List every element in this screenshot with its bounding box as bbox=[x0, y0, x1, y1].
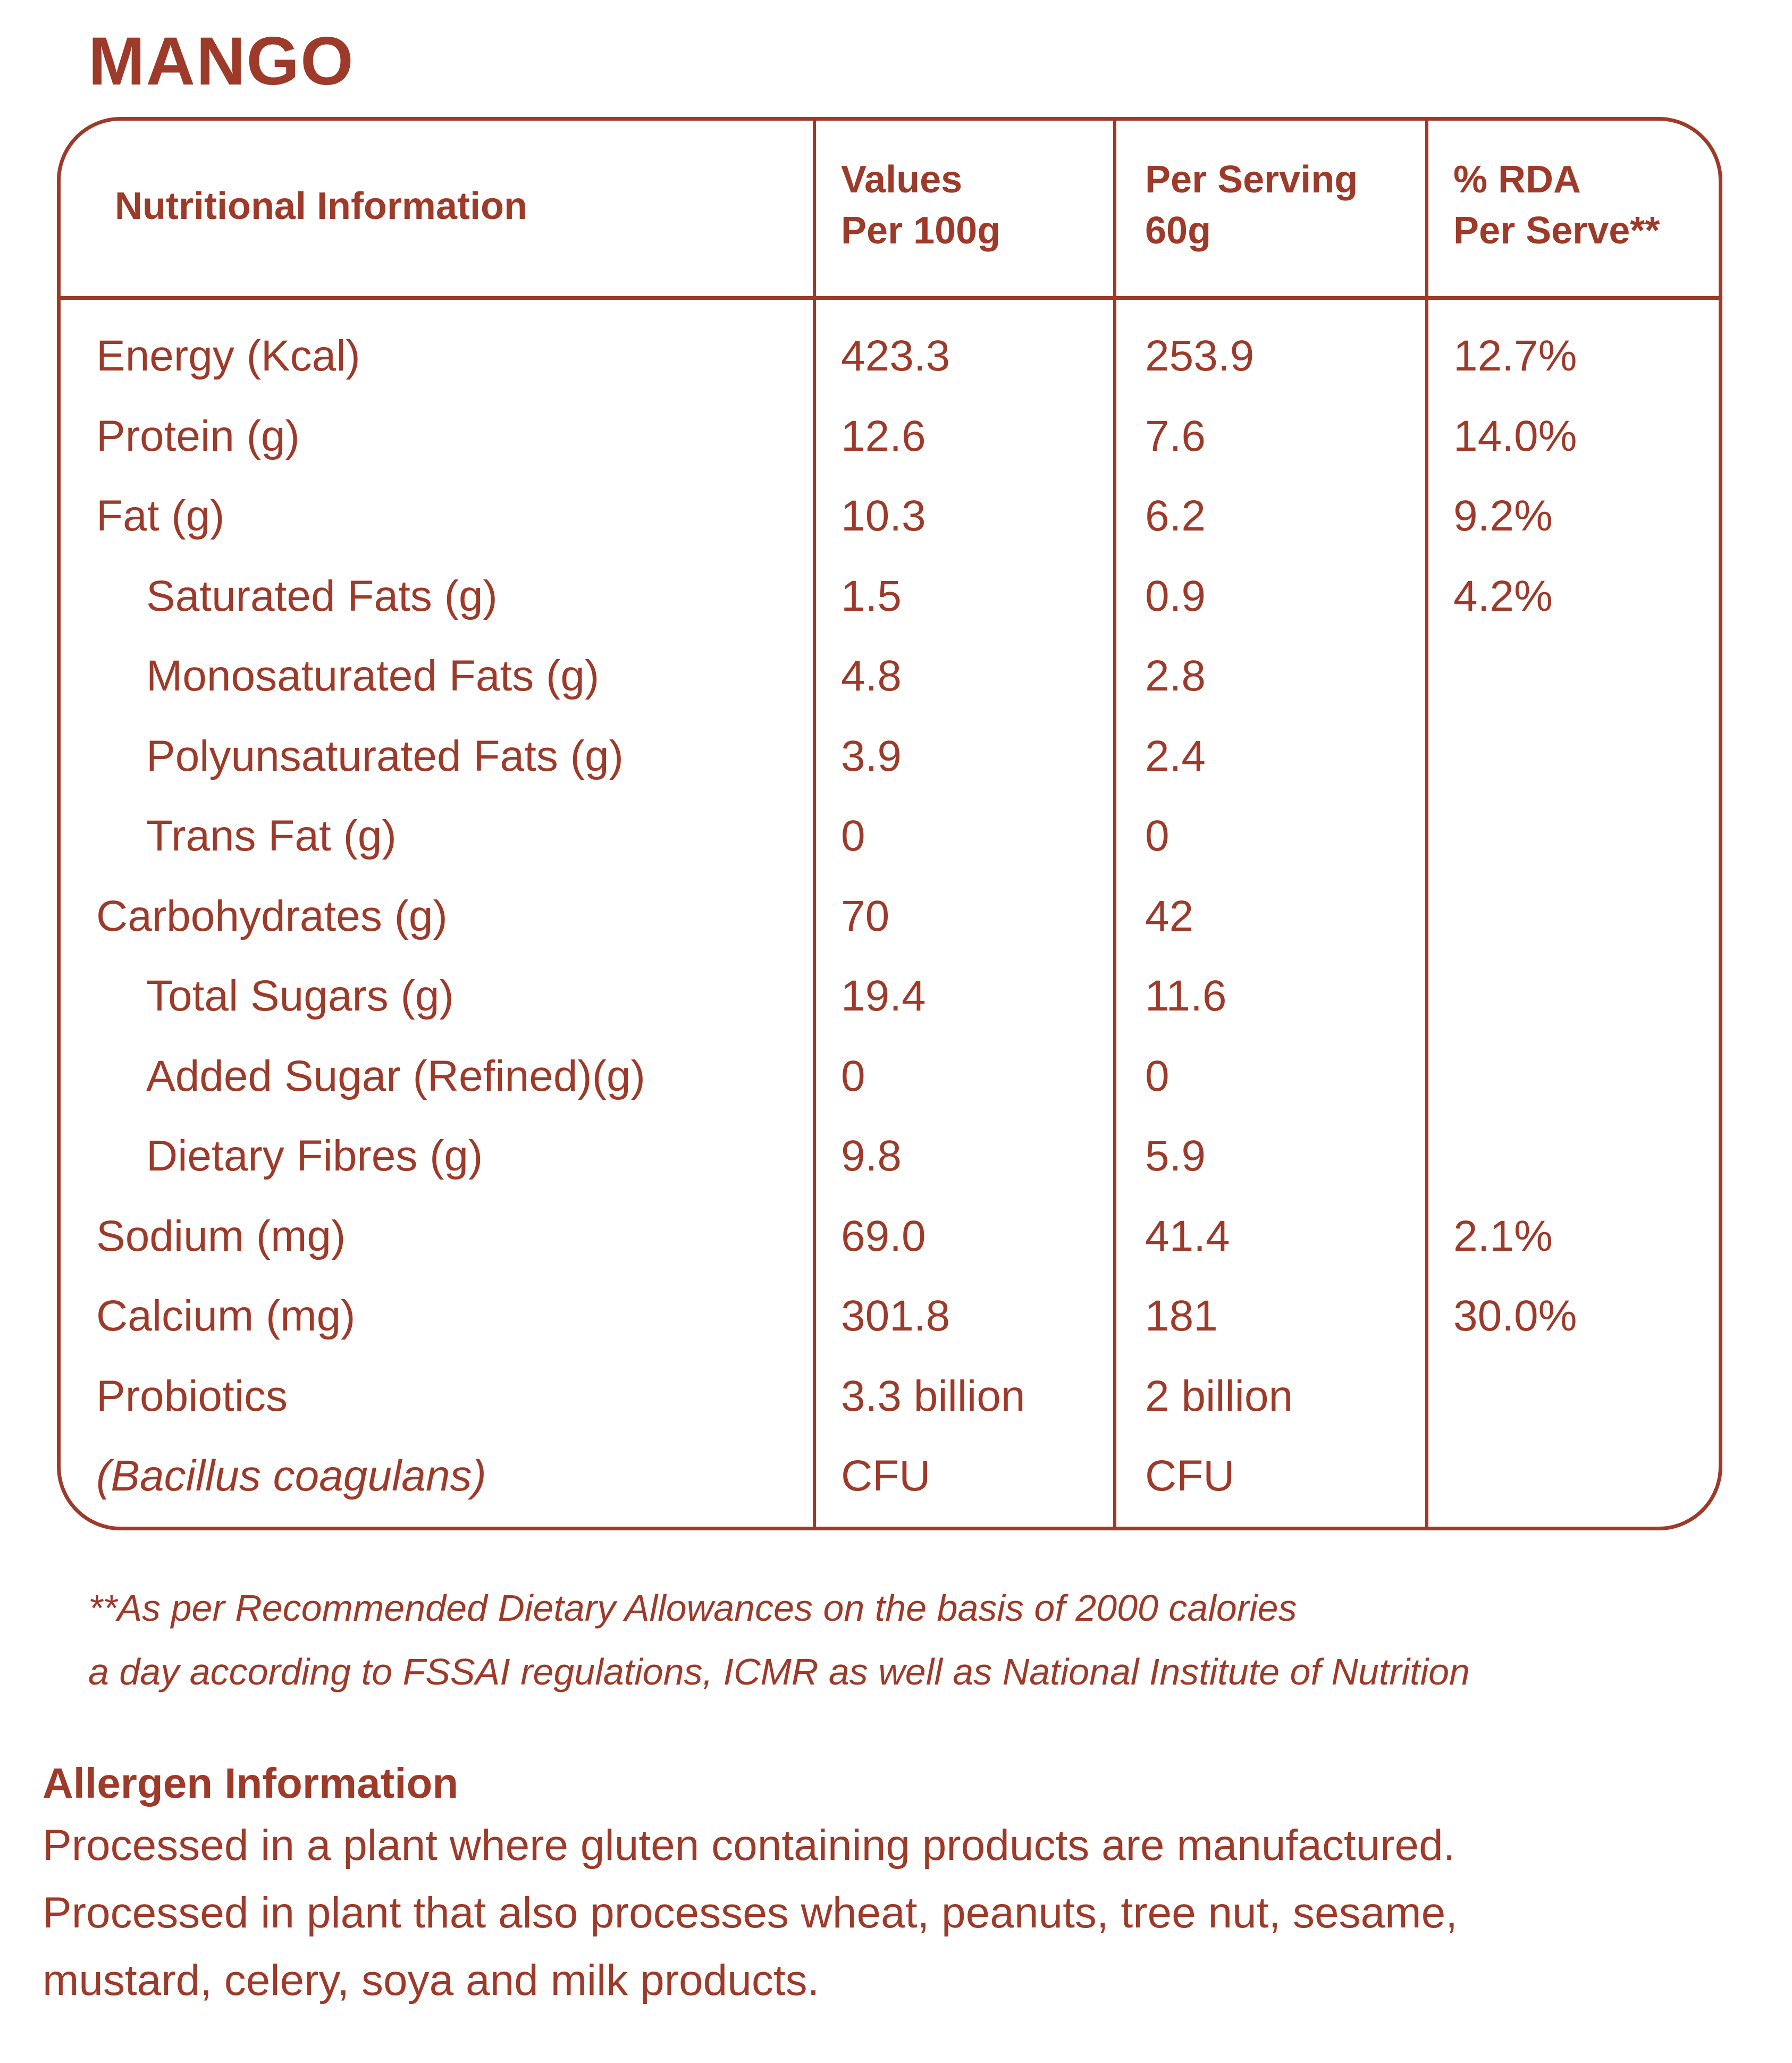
row-label: Protein (g) bbox=[96, 411, 300, 460]
row-value-per-100g: 19.4 bbox=[841, 972, 926, 1020]
row-value-rda: 2.1% bbox=[1453, 1211, 1553, 1260]
row-value-per-100g: CFU bbox=[841, 1452, 931, 1500]
row-label: Monosaturated Fats (g) bbox=[146, 652, 600, 700]
row-label: Sodium (mg) bbox=[96, 1211, 346, 1260]
row-label: Carbohydrates (g) bbox=[96, 891, 448, 940]
header-per-serving bbox=[1145, 154, 1358, 256]
row-label: Saturated Fats (g) bbox=[146, 571, 498, 620]
row-label: (Bacillus coagulans) bbox=[96, 1452, 486, 1500]
row-value-per-100g: 0 bbox=[841, 1051, 865, 1100]
row-label: Added Sugar (Refined)(g) bbox=[146, 1051, 645, 1100]
row-value-per-serving: 6.2 bbox=[1145, 492, 1206, 540]
header-line: Per Serving bbox=[1145, 158, 1358, 201]
row-label: Polyunsaturated Fats (g) bbox=[146, 731, 624, 780]
header-values-per-100g bbox=[841, 154, 1000, 256]
row-value-per-serving: 7.6 bbox=[1145, 411, 1206, 460]
row-value-per-100g: 0 bbox=[841, 812, 865, 860]
row-label: Fat (g) bbox=[96, 492, 225, 540]
product-title: MANGO bbox=[88, 23, 355, 99]
row-value-rda: 14.0% bbox=[1453, 411, 1577, 460]
row-value-per-serving: 11.6 bbox=[1145, 972, 1227, 1020]
row-label: Probiotics bbox=[96, 1371, 288, 1420]
row-value-rda: 4.2% bbox=[1453, 571, 1553, 620]
row-label: Trans Fat (g) bbox=[146, 812, 397, 860]
column-divider-1 bbox=[813, 120, 816, 1530]
row-value-per-serving: 181 bbox=[1145, 1292, 1218, 1340]
header-line: Per 100g bbox=[841, 209, 1001, 252]
row-value-per-serving: 2.8 bbox=[1145, 652, 1206, 700]
footnote-line-1: **As per Recommended Dietary Allowances on the basis of 2000 calories bbox=[88, 1587, 1297, 1629]
row-value-per-serving: 0.9 bbox=[1145, 571, 1206, 620]
allergen-text bbox=[43, 1812, 1786, 2014]
header-nutritional-information: Nutritional Information bbox=[115, 185, 527, 228]
column-divider-2 bbox=[1113, 120, 1116, 1530]
row-value-per-100g: 3.3 billion bbox=[841, 1371, 1025, 1420]
row-value-per-serving: 253.9 bbox=[1145, 332, 1255, 380]
allergen-line: mustard, celery, soya and milk products. bbox=[43, 1956, 820, 2005]
row-value-per-100g: 3.9 bbox=[841, 731, 902, 780]
row-value-per-100g: 1.5 bbox=[841, 571, 902, 620]
row-label: Calcium (mg) bbox=[96, 1292, 356, 1340]
row-value-per-serving: 5.9 bbox=[1145, 1132, 1206, 1180]
row-label: Total Sugars (g) bbox=[146, 972, 454, 1020]
header-line: Per Serve** bbox=[1453, 209, 1660, 252]
row-value-per-serving: CFU bbox=[1145, 1452, 1235, 1500]
row-value-per-serving: 41.4 bbox=[1145, 1211, 1230, 1260]
allergen-heading: Allergen Information bbox=[43, 1759, 459, 1807]
row-value-per-100g: 9.8 bbox=[841, 1132, 902, 1180]
allergen-line: Processed in plant that also processes wheat, peanuts, tree nut, sesame, bbox=[43, 1889, 1458, 1937]
row-value-per-100g: 4.8 bbox=[841, 652, 902, 700]
header-divider bbox=[57, 296, 1722, 300]
row-value-per-100g: 10.3 bbox=[841, 492, 926, 540]
row-value-per-serving: 0 bbox=[1145, 812, 1170, 860]
row-label: Dietary Fibres (g) bbox=[146, 1132, 483, 1180]
allergen-line: Processed in a plant where gluten containing products are manufactured. bbox=[43, 1821, 1456, 1870]
column-divider-3 bbox=[1425, 120, 1428, 1530]
header-rda bbox=[1453, 154, 1660, 256]
header-line: 60g bbox=[1145, 209, 1212, 252]
row-value-per-100g: 69.0 bbox=[841, 1211, 926, 1260]
row-value-rda: 12.7% bbox=[1453, 332, 1577, 380]
row-label: Energy (Kcal) bbox=[96, 332, 360, 380]
row-value-per-serving: 42 bbox=[1145, 891, 1194, 940]
row-value-rda: 9.2% bbox=[1453, 492, 1553, 540]
header-line: % RDA bbox=[1453, 158, 1581, 201]
row-value-per-100g: 301.8 bbox=[841, 1292, 950, 1340]
row-value-per-serving: 2.4 bbox=[1145, 731, 1206, 780]
row-value-per-100g: 70 bbox=[841, 891, 890, 940]
row-value-per-serving: 2 billion bbox=[1145, 1371, 1293, 1420]
row-value-rda: 30.0% bbox=[1453, 1292, 1577, 1340]
header-line: Values bbox=[841, 158, 963, 201]
row-value-per-100g: 423.3 bbox=[841, 332, 950, 380]
row-value-per-100g: 12.6 bbox=[841, 411, 926, 460]
footnote-line-2: a day according to FSSAI regulations, ICMR as well as National Institute of Nutrition bbox=[88, 1651, 1470, 1692]
row-value-per-serving: 0 bbox=[1145, 1051, 1170, 1100]
